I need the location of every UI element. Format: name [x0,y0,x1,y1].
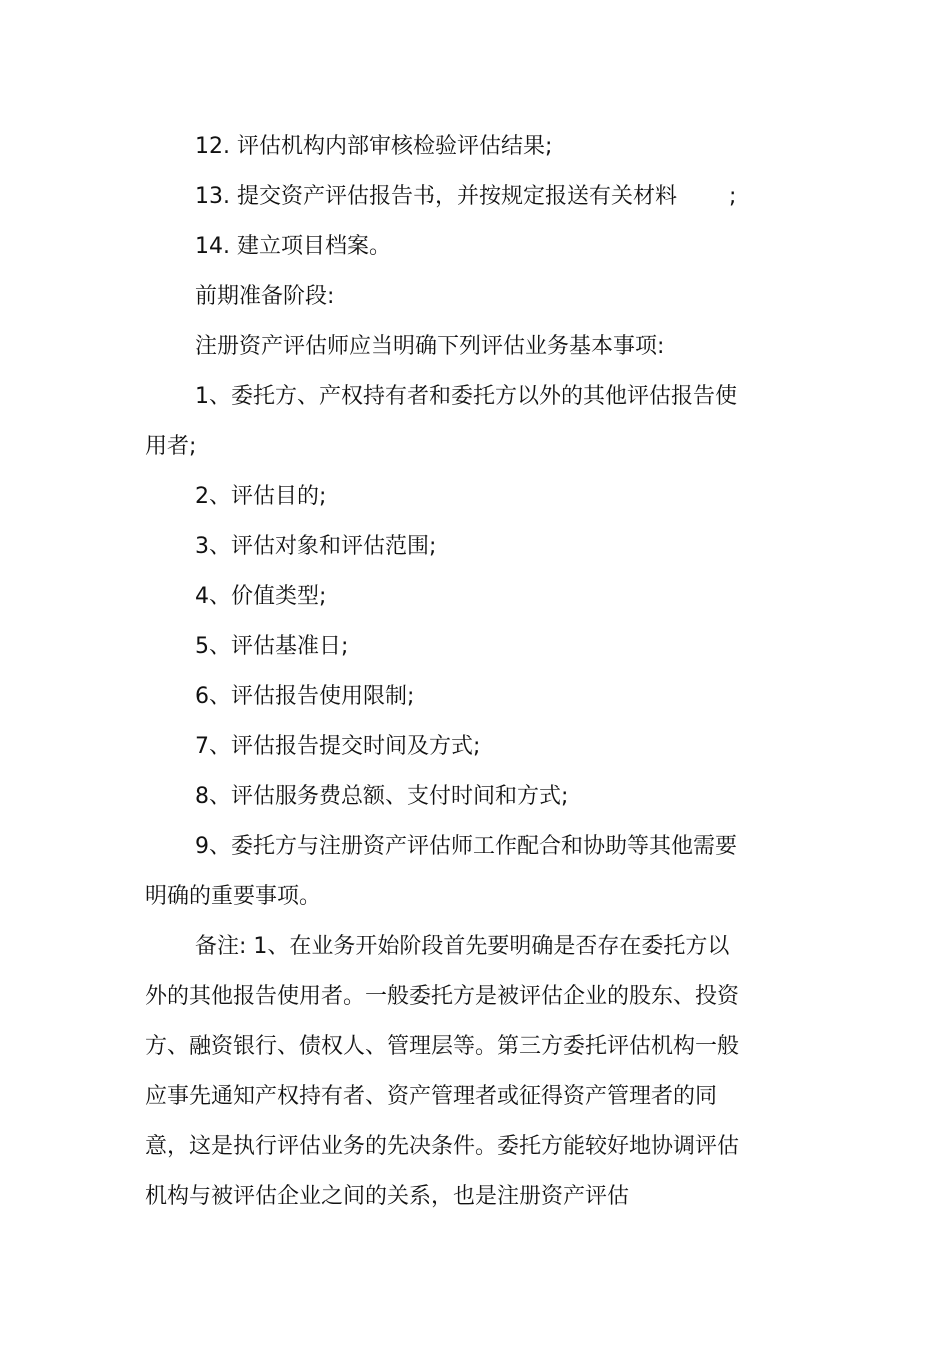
list-item-6: 6、评估报告使用限制; [195,684,415,709]
paragraph-step-14: 14. 建立项目档案。 [195,234,391,259]
document-body [145,122,745,1222]
paragraph-step-13-text: 13. 提交资产评估报告书，并按规定报送有关材料 [195,184,677,209]
list-item-1: 1、委托方、产权持有者和委托方以外的其他评估报告使用者; [145,384,737,459]
list-item-4: 4、价值类型; [195,584,327,609]
list-item-9: 9、委托方与注册资产评估师工作配合和协助等其他需要明确的重要事项。 [145,834,737,909]
paragraph-step-13-suffix: ; [728,184,737,209]
list-item-8: 8、评估服务费总额、支付时间和方式; [195,784,569,809]
list-item-2: 2、评估目的; [195,484,327,509]
list-item-7: 7、评估报告提交时间及方式; [195,734,481,759]
list-item-3: 3、评估对象和评估范围; [195,534,437,559]
paragraph-step-12: 12. 评估机构内部审核检验评估结果; [195,134,553,159]
paragraph-step-13 [145,172,745,222]
paragraph-intro: 注册资产评估师应当明确下列评估业务基本事项: [195,334,665,359]
paragraph-remark: 备注: 1、在业务开始阶段首先要明确是否存在委托方以外的其他报告使用者。一般委托方是被评估企业的股东、投资方、融资银行、债权人、管理层等。第三方委托评估机构一般应事先通知产权持有者、资产管理者或征得资产管理者的同意，这是执行评估业务的先决条件。委托方能较好地协调评估机构与被评估企业之间的关系，也是注册资产评估 [145,934,740,1209]
list-item-5: 5、评估基准日; [195,634,349,659]
section-heading-preparation: 前期准备阶段: [195,284,335,309]
